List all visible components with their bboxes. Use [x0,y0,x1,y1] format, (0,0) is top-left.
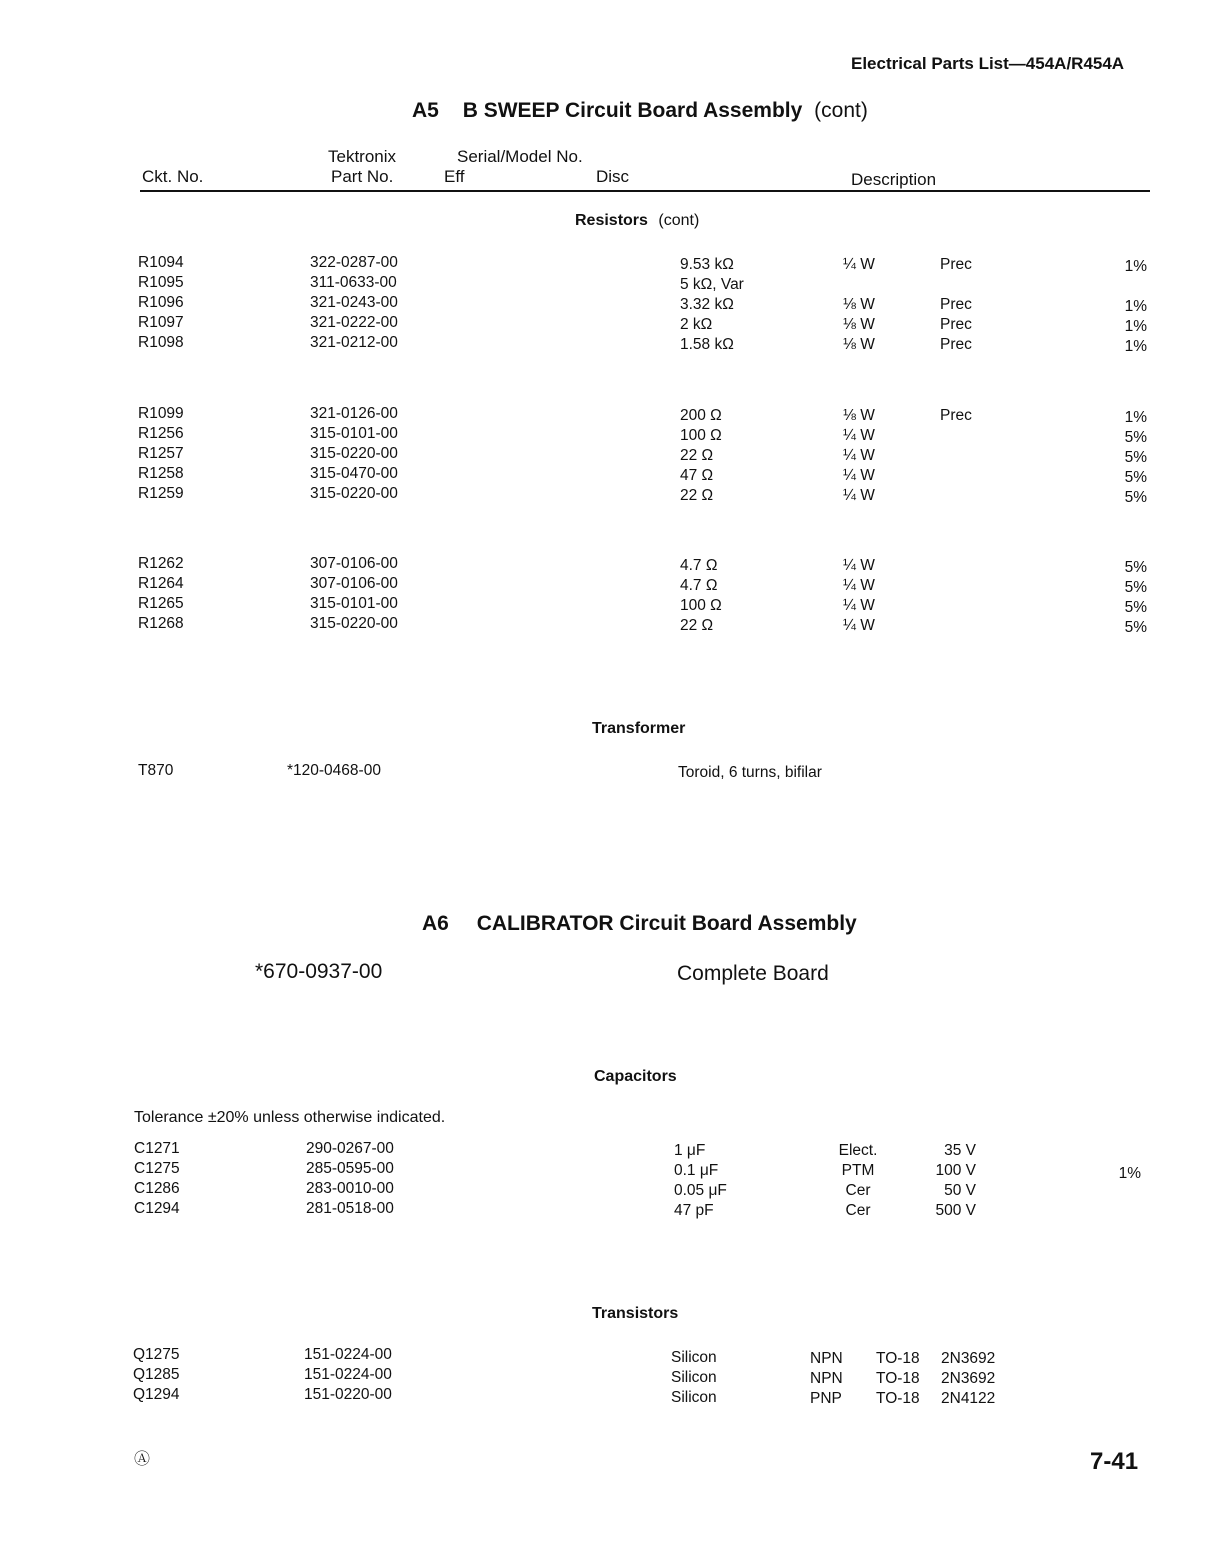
resistor-part: 315-0101-00 [310,425,398,442]
transformer-heading: Transformer [592,720,686,737]
capacitor-value: 47 pF [674,1202,714,1219]
transistor-ckt: Q1285 [133,1366,180,1383]
capacitor-ckt: C1294 [134,1200,180,1217]
resistor-wattage: ¼ W [843,256,875,273]
col-eff: Eff [444,167,465,186]
col-ckt-no: Ckt. No. [142,167,204,186]
transistor-case: TO-18 [876,1350,920,1367]
transistor-type: 2N4122 [941,1390,996,1407]
resistor-part: 321-0212-00 [310,334,398,351]
header-rule [140,190,1150,192]
resistor-value: 1.58 kΩ [680,336,734,353]
resistor-part: 321-0126-00 [310,405,398,422]
resistor-wattage: ¼ W [843,597,875,614]
resistor-part: 322-0287-00 [310,254,398,271]
resistor-tolerance: 5% [1124,619,1147,636]
resistor-ckt: R1256 [138,425,184,442]
resistor-wattage: ⅛ W [843,336,875,353]
resistor-value: 22 Ω [680,617,714,634]
resistor-wattage: ¼ W [843,467,875,484]
transistor-ckt: Q1275 [133,1346,180,1363]
transistor-type: 2N3692 [941,1350,996,1367]
col-disc: Disc [596,167,630,186]
resistor-value: 22 Ω [680,487,714,504]
capacitor-type: Cer [845,1202,871,1219]
transistors-heading: Transistors [592,1305,679,1322]
resistor-value: 5 kΩ, Var [680,276,744,293]
page-header: Electrical Parts List—454A/R454A [851,54,1125,73]
transistor-material: Silicon [671,1369,717,1386]
transistor-part: 151-0224-00 [304,1366,392,1383]
resistor-wattage: ¼ W [843,617,875,634]
col-part-no: Part No. [331,167,394,186]
resistor-tolerance: 5% [1124,559,1147,576]
resistors-heading-text: Resistors [575,212,648,229]
a6-board-desc: Complete Board [677,962,829,985]
resistor-part: 321-0243-00 [310,294,398,311]
resistor-tolerance: 5% [1124,579,1147,596]
resistor-wattage: ¼ W [843,447,875,464]
a6-title-text: CALIBRATOR Circuit Board Assembly [476,912,857,935]
resistor-ckt: R1264 [138,575,184,592]
resistor-part: 315-0101-00 [310,595,398,612]
resistor-value: 22 Ω [680,447,714,464]
resistor-value: 47 Ω [680,467,714,484]
resistor-tolerance: 1% [1124,298,1147,315]
transistor-material: Silicon [671,1389,717,1406]
resistor-value: 100 Ω [680,597,722,614]
capacitor-type: Elect. [838,1142,878,1159]
resistor-wattage: ¼ W [843,427,875,444]
capacitor-ckt: C1271 [134,1140,180,1157]
resistor-ckt: R1258 [138,465,184,482]
resistor-wattage: ⅛ W [843,407,875,424]
resistor-ckt: R1259 [138,485,184,502]
resistor-value: 200 Ω [680,407,722,424]
a5-title-suffix: (cont) [814,99,868,122]
resistor-tolerance: 1% [1124,409,1147,426]
resistor-ckt: R1097 [138,314,184,331]
a5-title-text: B SWEEP Circuit Board Assembly [462,99,803,122]
resistor-ckt: R1094 [138,254,184,271]
resistor-type: Prec [940,336,972,353]
col-serial-model: Serial/Model No. [457,147,583,166]
resistor-value: 4.7 Ω [680,577,718,594]
capacitor-value: 0.05 μF [674,1182,727,1199]
resistor-part: 321-0222-00 [310,314,398,331]
resistors-heading-suffix: (cont) [658,212,700,229]
resistor-part: 315-0220-00 [310,615,398,632]
a6-code: A6 [422,912,449,935]
resistor-tolerance: 1% [1124,338,1147,355]
transistor-polarity: NPN [810,1370,843,1387]
tolerance-note: Tolerance ±20% unless otherwise indicated. [134,1109,446,1126]
capacitor-value: 0.1 μF [674,1162,719,1179]
resistor-type: Prec [940,256,972,273]
resistor-ckt: R1096 [138,294,184,311]
resistor-part: 307-0106-00 [310,555,398,572]
resistor-tolerance: 5% [1124,429,1147,446]
col-description: Description [851,170,937,189]
resistor-tolerance: 1% [1124,258,1147,275]
resistor-ckt: R1265 [138,595,184,612]
resistor-wattage: ⅛ W [843,316,875,333]
resistor-wattage: ¼ W [843,487,875,504]
transistor-polarity: NPN [810,1350,843,1367]
transistor-type: 2N3692 [941,1370,996,1387]
capacitor-part: 285-0595-00 [306,1160,394,1177]
capacitor-part: 281-0518-00 [306,1200,394,1217]
resistor-value: 100 Ω [680,427,722,444]
col-tektronix: Tektronix [328,147,397,166]
capacitor-voltage: 500 V [935,1202,976,1219]
transistor-case: TO-18 [876,1370,920,1387]
resistor-wattage: ¼ W [843,557,875,574]
page-number: 7-41 [1090,1448,1139,1475]
capacitor-tolerance: 1% [1118,1165,1141,1182]
resistor-tolerance: 1% [1124,318,1147,335]
resistor-ckt: R1098 [138,334,184,351]
resistor-ckt: R1268 [138,615,184,632]
capacitors-heading: Capacitors [594,1068,677,1085]
resistor-ckt: R1095 [138,274,184,291]
resistor-tolerance: 5% [1124,449,1147,466]
resistor-ckt: R1099 [138,405,184,422]
resistor-type: Prec [940,296,972,313]
resistor-tolerance: 5% [1124,489,1147,506]
resistor-ckt: R1257 [138,445,184,462]
capacitor-type: PTM [841,1162,875,1179]
resistor-tolerance: 5% [1124,599,1147,616]
a6-title [422,912,857,936]
transformer-ckt: T870 [138,762,174,779]
transformer-desc: Toroid, 6 turns, bifilar [678,764,822,781]
resistor-part: 315-0470-00 [310,465,398,482]
resistor-type: Prec [940,407,972,424]
resistor-value: 9.53 kΩ [680,256,734,273]
capacitor-value: 1 μF [674,1142,706,1159]
transistor-material: Silicon [671,1349,717,1366]
transformer-part: *120-0468-00 [287,762,381,779]
resistor-value: 4.7 Ω [680,557,718,574]
capacitor-ckt: C1275 [134,1160,180,1177]
transistor-case: TO-18 [876,1390,920,1407]
resistor-part: 307-0106-00 [310,575,398,592]
resistor-value: 2 kΩ [680,316,713,333]
resistor-part: 315-0220-00 [310,445,398,462]
transistor-part: 151-0224-00 [304,1346,392,1363]
transistor-polarity: PNP [810,1390,842,1407]
resistors-heading [575,212,699,230]
capacitor-ckt: C1286 [134,1180,180,1197]
resistor-tolerance: 5% [1124,469,1147,486]
resistor-part: 315-0220-00 [310,485,398,502]
resistor-part: 311-0633-00 [310,274,397,291]
footer-logo: Ⓐ [134,1451,151,1468]
resistor-ckt: R1262 [138,555,184,572]
a5-code: A5 [412,99,439,122]
capacitor-type: Cer [845,1182,871,1199]
capacitor-voltage: 100 V [935,1162,976,1179]
capacitor-voltage: 35 V [944,1142,976,1159]
resistor-wattage: ⅛ W [843,296,875,313]
transistor-part: 151-0220-00 [304,1386,392,1403]
a6-board-part: *670-0937-00 [255,960,383,983]
capacitor-part: 290-0267-00 [306,1140,394,1157]
capacitor-part: 283-0010-00 [306,1180,394,1197]
resistor-wattage: ¼ W [843,577,875,594]
transistor-ckt: Q1294 [133,1386,180,1403]
a5-title [412,99,868,123]
resistor-value: 3.32 kΩ [680,296,734,313]
capacitor-voltage: 50 V [944,1182,976,1199]
resistor-type: Prec [940,316,972,333]
